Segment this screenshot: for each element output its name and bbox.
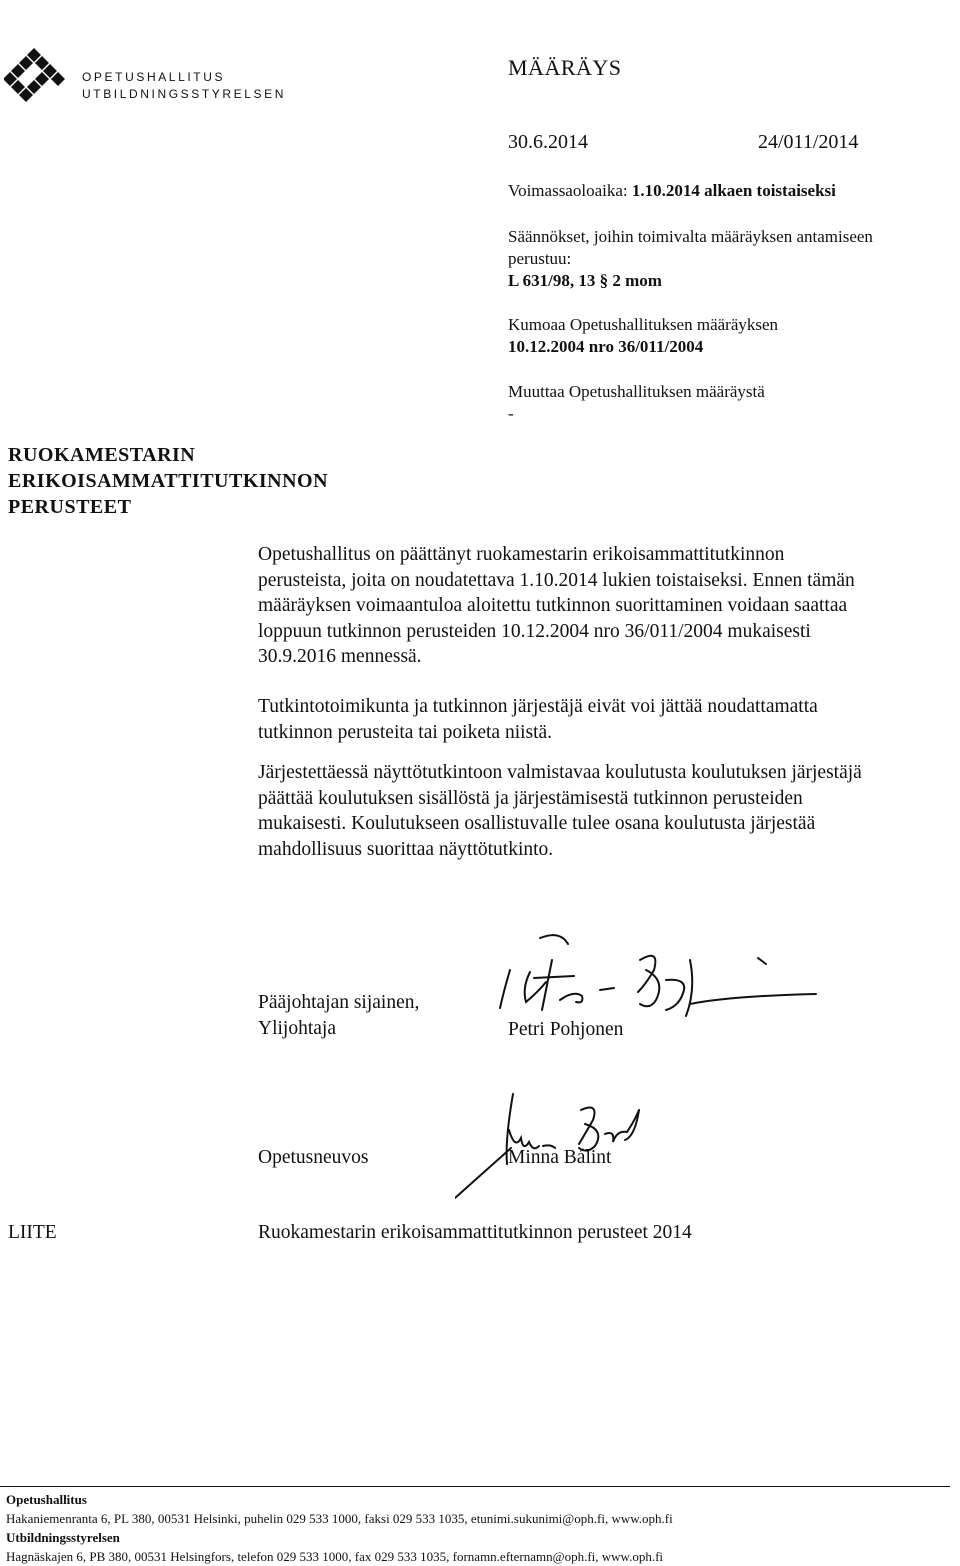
footer-divider	[0, 1486, 950, 1487]
amends-value: -	[508, 404, 514, 423]
title-line3: PERUSTEET	[8, 496, 132, 518]
title-line2: ERIKOISAMMATTITUTKINNON	[8, 470, 329, 492]
paragraph-line: Järjestettäessä näyttötutkintoon valmistavaa koulutusta koulutuksen järjestäjä	[258, 762, 862, 783]
paragraph-line: perusteista, joita on noudatettava 1.10.2014 lukien toistaiseksi. Ennen tämän	[258, 569, 855, 591]
doc-type: MÄÄRÄYS	[508, 55, 622, 80]
basis	[508, 226, 873, 292]
paragraph-line: loppuun tutkinnon perusteiden 10.12.2004 nro 36/011/2004 mukaisesti	[258, 620, 811, 642]
footer	[6, 1490, 956, 1566]
signer2-role: Opetusneuvos	[258, 1147, 369, 1168]
footer-address-sv: Hagnäskajen 6, PB 380, 00531 Helsingfors, telefon 029 533 1000, fax 029 533 1035, fornamn.efternamn@oph.fi, www.oph.fi	[6, 1549, 664, 1564]
signer1-role	[258, 990, 419, 1041]
validity	[508, 180, 836, 202]
attachment-title: Ruokamestarin erikoisammattitutkinnon perusteet 2014	[258, 1222, 692, 1243]
title-line1: RUOKAMESTARIN	[8, 444, 196, 466]
repeals-line1: Kumoaa Opetushallituksen määräyksen	[508, 315, 779, 334]
basis-value: L 631/98, 13 § 2 mom	[508, 271, 662, 290]
amends	[508, 381, 765, 425]
paragraph-line: Tutkintotoimikunta ja tutkinnon järjestäjä eivät voi jättää noudattamatta	[258, 696, 818, 717]
paragraph-line: Opetushallitus on päättänyt ruokamestarin erikoisammattitutkinnon	[258, 544, 785, 565]
page-title	[8, 442, 328, 520]
logo-line-sv: UTBILDNINGSSTYRELSEN	[82, 87, 287, 101]
paragraph-decision	[258, 542, 948, 670]
repeals-value: 10.12.2004 nro 36/011/2004	[508, 337, 704, 356]
footer-address-fi: Hakaniemenranta 6, PL 380, 00531 Helsinki, puhelin 029 533 1000, faksi 029 533 1035, etunimi.sukunimi@oph.fi, www.oph.fi	[6, 1511, 673, 1526]
paragraph-line: määräyksen voimaantuloa aloitettu tutkinnon suorittaminen voidaan saattaa	[258, 595, 848, 616]
signer1-role-line1: Pääjohtajan sijainen,	[258, 992, 420, 1013]
amends-label: Muuttaa Opetushallituksen määräystä	[508, 382, 765, 401]
signer2-name: Minna Bálint	[508, 1147, 612, 1168]
footer-org-sv: Utbildningsstyrelsen	[6, 1530, 120, 1545]
paragraph-line: päättää koulutuksen sisällöstä ja järjestämisestä tutkinnon perusteiden	[258, 787, 803, 809]
paragraph-training	[258, 760, 948, 862]
doc-date: 30.6.2014	[508, 131, 588, 153]
logo-org-name	[82, 69, 286, 103]
validity-value: 1.10.2014 alkaen toistaiseksi	[631, 181, 836, 200]
paragraph-line: 30.9.2016 mennessä.	[258, 646, 422, 667]
paragraph-line: tutkinnon perusteita tai poiketa niistä.	[258, 721, 553, 743]
signature-petri-pohjonen	[490, 930, 820, 1020]
signer1-role-line2: Ylijohtaja	[258, 1017, 336, 1039]
paragraph-obligation	[258, 694, 948, 745]
attachment-label: LIITE	[8, 1222, 57, 1243]
paragraph-line: mukaisesti. Koulutukseen osallistuvalle tulee osana koulutusta järjestää	[258, 813, 816, 834]
repeals	[508, 314, 778, 358]
basis-line2: perustuu:	[508, 249, 572, 268]
signer1-name: Petri Pohjonen	[508, 1019, 624, 1040]
logo-diamonds-icon	[4, 48, 68, 104]
footer-org-fi: Opetushallitus	[6, 1492, 87, 1507]
logo-line-fi: OPETUSHALLITUS	[82, 70, 226, 84]
paragraph-line: mahdollisuus suorittaa näyttötutkinto.	[258, 838, 554, 860]
doc-number: 24/011/2014	[758, 131, 859, 153]
basis-line1: Säännökset, joihin toimivalta määräyksen antamiseen	[508, 227, 873, 246]
validity-label: Voimassaoloaika:	[508, 181, 628, 200]
